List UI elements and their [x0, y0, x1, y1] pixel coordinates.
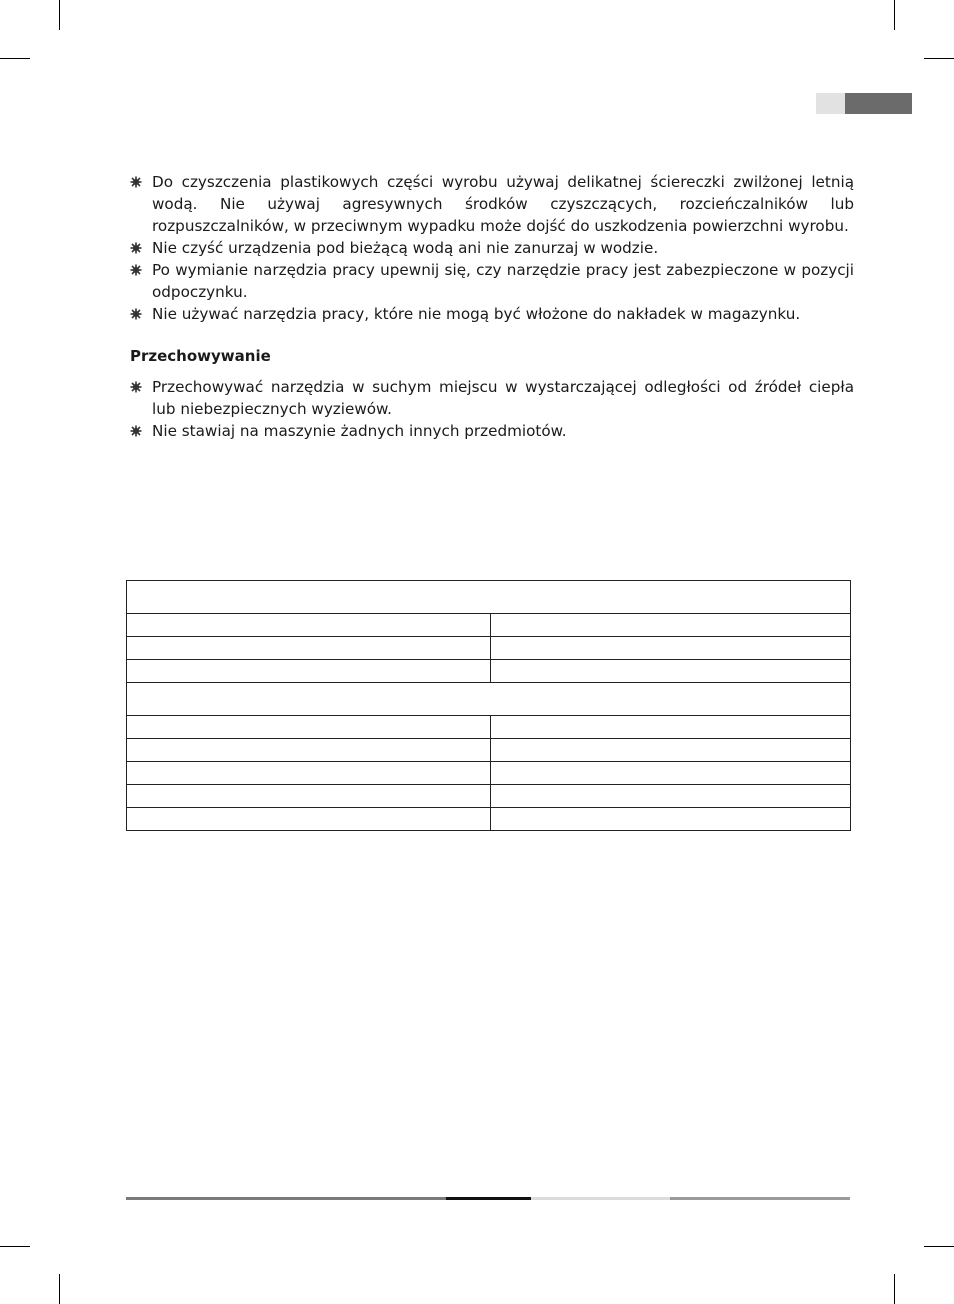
header-tab-dark	[845, 93, 912, 114]
list-item	[130, 171, 854, 237]
table-row	[127, 785, 851, 808]
list-item-text: Nie stawiaj na maszynie żadnych innych przedmiotów.	[152, 422, 567, 440]
snowflake-bullet-icon	[130, 176, 142, 188]
table-row	[127, 637, 851, 660]
list-item	[130, 259, 854, 303]
table-header-row	[127, 581, 851, 614]
table-row	[127, 716, 851, 739]
footer-rule-gray	[126, 1197, 446, 1200]
crop-mark-top-left	[59, 0, 60, 30]
footer-rule-mid	[670, 1197, 850, 1200]
crop-mark-top-right-h	[924, 58, 954, 59]
table-cell	[491, 739, 851, 762]
cleaning-list	[130, 171, 854, 325]
snowflake-bullet-icon	[130, 242, 142, 254]
table-header-cell	[127, 581, 851, 614]
table-cell	[127, 660, 491, 683]
table-header-cell	[127, 683, 851, 716]
table-cell	[491, 716, 851, 739]
table-cell	[491, 785, 851, 808]
list-item-text: Po wymianie narzędzia pracy upewnij się, czy narzędzie pracy jest zabezpieczone w pozycji odpoczynku.	[152, 261, 854, 301]
table-cell	[127, 762, 491, 785]
table-cell	[127, 614, 491, 637]
table-cell	[127, 716, 491, 739]
table-cell	[491, 637, 851, 660]
table-cell	[491, 660, 851, 683]
table-cell	[127, 739, 491, 762]
storage-list	[130, 376, 854, 442]
list-item-text: Przechowywać narzędzia w suchym miejscu w wystarczającej odległości od źródeł ciepła lub niebezpiecznych wyziewów.	[152, 378, 854, 418]
table-cell	[127, 637, 491, 660]
snowflake-bullet-icon	[130, 425, 142, 437]
spec-table	[126, 580, 851, 831]
crop-mark-bottom-left-h	[0, 1246, 30, 1247]
storage-heading: Przechowywanie	[130, 347, 271, 365]
list-item-text: Nie używać narzędzia pracy, które nie mogą być włożone do nakładek w magazynku.	[152, 305, 801, 323]
list-item-text: Nie czyść urządzenia pod bieżącą wodą ani nie zanurzaj w wodzie.	[152, 239, 659, 257]
table-cell	[127, 808, 491, 831]
page-content	[130, 171, 854, 442]
table-cell	[491, 614, 851, 637]
table-cell	[491, 762, 851, 785]
crop-mark-bottom-right	[894, 1274, 895, 1304]
table-header-row	[127, 683, 851, 716]
crop-mark-top-left-h	[0, 58, 30, 59]
list-item	[130, 420, 854, 442]
table-row	[127, 614, 851, 637]
table-cell	[491, 808, 851, 831]
snowflake-bullet-icon	[130, 264, 142, 276]
crop-mark-bottom-right-h	[924, 1246, 954, 1247]
snowflake-bullet-icon	[130, 308, 142, 320]
table-row	[127, 762, 851, 785]
list-item	[130, 237, 854, 259]
footer-rule-light	[531, 1197, 670, 1200]
table-row	[127, 660, 851, 683]
list-item	[130, 303, 854, 325]
table-row	[127, 739, 851, 762]
list-item-text: Do czyszczenia plastikowych części wyrobu używaj delikatnej ściereczki zwilżonej letnią wodą. Nie używaj agresywnych środków czyszczących, rozcieńczalników lub rozpuszczalników, w przeciwnym wypadku może dojść do uszkodzenia powierzchni wyrobu.	[152, 173, 854, 235]
list-item	[130, 376, 854, 420]
footer-rule-black	[446, 1197, 531, 1200]
table-cell	[127, 785, 491, 808]
header-tab-light	[816, 93, 845, 114]
crop-mark-top-right	[894, 0, 895, 30]
table-row	[127, 808, 851, 831]
snowflake-bullet-icon	[130, 381, 142, 393]
crop-mark-bottom-left	[59, 1274, 60, 1304]
